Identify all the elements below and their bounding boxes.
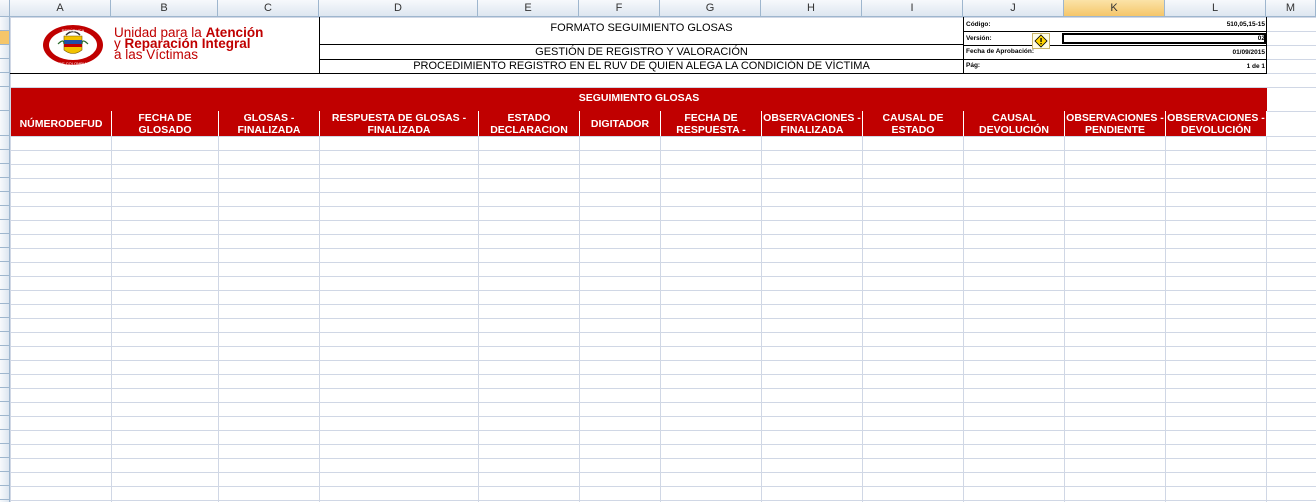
row-header[interactable] [0,87,10,111]
version-label: Versión: [966,35,992,42]
grid-hline [10,332,1316,333]
version-value[interactable]: 02 [1257,35,1265,42]
row-header[interactable] [0,388,10,402]
row-header[interactable] [0,136,10,150]
codigo-label: Código: [966,21,991,28]
row-header[interactable] [0,262,10,276]
row-header[interactable] [0,206,10,220]
row-header[interactable] [0,346,10,360]
column-title[interactable]: OBSERVACIONES - PENDIENTE [1065,111,1166,136]
column-header-j[interactable]: J [963,0,1064,17]
grid-hline [10,500,1316,501]
row-header[interactable] [0,458,10,472]
column-title[interactable]: GLOSAS - FINALIZADA [219,111,320,136]
row-header[interactable] [0,164,10,178]
grid-hline [10,206,1316,207]
grid-hline [10,416,1316,417]
grid-hline [10,276,1316,277]
grid-hline [10,136,1316,137]
column-header-h[interactable]: H [761,0,862,17]
row-header[interactable] [0,150,10,164]
row-header[interactable] [0,248,10,262]
row-header[interactable] [0,318,10,332]
row-header[interactable] [0,486,10,500]
row-header[interactable] [0,73,10,87]
grid-hline [10,220,1316,221]
format-title[interactable]: FORMATO SEGUIMIENTO GLOSAS [550,22,733,34]
column-header-k[interactable]: K [1064,0,1165,17]
column-header-a[interactable]: A [10,0,111,17]
row-header[interactable] [0,111,10,136]
grid-hline [10,430,1316,431]
grid-hline [10,164,1316,165]
column-title[interactable]: OBSERVACIONES - FINALIZADA [762,111,863,136]
column-header-c[interactable]: C [218,0,319,17]
row-header[interactable] [0,276,10,290]
row-header[interactable] [0,220,10,234]
column-header-e[interactable]: E [478,0,579,17]
grid-hline [10,374,1316,375]
grid-hline [10,150,1316,151]
row-header[interactable] [0,45,10,59]
row-header[interactable] [0,360,10,374]
emblem-top-text: REPÚBLICA [61,28,85,33]
row-header[interactable] [0,192,10,206]
row-header[interactable] [0,374,10,388]
column-title[interactable]: RESPUESTA DE GLOSAS - FINALIZADA [320,111,479,136]
spacer-row [11,74,1267,87]
row-header[interactable] [0,178,10,192]
column-header-f[interactable]: F [579,0,660,17]
band-title[interactable]: SEGUIMIENTO GLOSAS [578,92,700,104]
error-check-icon[interactable] [1032,33,1050,49]
grid-hline [10,304,1316,305]
column-header-m[interactable]: M [1266,0,1316,17]
row-header[interactable] [0,304,10,318]
grid-hline [10,360,1316,361]
column-title[interactable]: DIGITADOR [580,111,661,136]
grid-hline [10,444,1316,445]
row-header[interactable] [0,444,10,458]
grid-hline [10,346,1316,347]
column-header-d[interactable]: D [319,0,478,17]
column-title[interactable]: FECHA DE GLOSADO [112,111,219,136]
grid-hline [10,192,1316,193]
fecha-label: Fecha de Aprobación: [966,48,1035,55]
column-title[interactable]: OBSERVACIONES - DEVOLUCIÓN [1166,111,1267,136]
pag-label: Pág: [966,62,981,69]
area-title[interactable]: GESTIÓN DE REGISTRO Y VALORACIÓN [535,46,748,58]
grid-hline [10,290,1316,291]
grid-hline [10,402,1316,403]
pag-value[interactable]: 1 de 1 [1246,63,1265,70]
grid-hline [10,178,1316,179]
column-header-i[interactable]: I [862,0,963,17]
column-title[interactable]: CAUSAL DE ESTADO [863,111,964,136]
row-header[interactable] [0,472,10,486]
row-header[interactable] [0,290,10,304]
row-header[interactable] [0,59,10,73]
grid-hline [10,262,1316,263]
column-header-l[interactable]: L [1165,0,1266,17]
codigo-value[interactable]: 510,05,15-15 [1226,21,1265,28]
column-title[interactable]: ESTADO DECLARACION [479,111,580,136]
grid-hline [10,248,1316,249]
column-title[interactable]: FECHA DE RESPUESTA - [661,111,762,136]
column-header-g[interactable]: G [660,0,761,17]
row-header[interactable] [0,332,10,346]
grid-hline [10,234,1316,235]
column-header-b[interactable]: B [111,0,218,17]
row-header[interactable] [0,31,10,45]
row-header[interactable] [0,402,10,416]
grid-hline [10,318,1316,319]
row-header[interactable] [0,430,10,444]
row-header[interactable] [0,17,10,31]
select-all-corner[interactable] [0,0,10,17]
row-header[interactable] [0,416,10,430]
column-title[interactable]: CAUSAL DEVOLUCIÓN [964,111,1065,136]
logo-line-3: a las Víctimas [114,47,199,62]
logo-line-2: y Reparación Integral [114,36,251,51]
grid-hline [10,388,1316,389]
procedure-title[interactable]: PROCEDIMIENTO REGISTRO EN EL RUV DE QUIEN ALEGA LA CONDICIÓN DE VÍCTIMA [413,60,870,72]
grid-hline [10,472,1316,473]
grid-hline [10,458,1316,459]
fecha-value[interactable]: 01/09/2015 [1232,49,1265,56]
grid-hline [10,486,1316,487]
logo-line-1: Unidad para la Atención [114,25,264,40]
row-header[interactable] [0,234,10,248]
column-title[interactable]: NÚMERODEFUD [11,111,112,136]
emblem-bottom-text: DE COLOMBIA [59,61,87,66]
